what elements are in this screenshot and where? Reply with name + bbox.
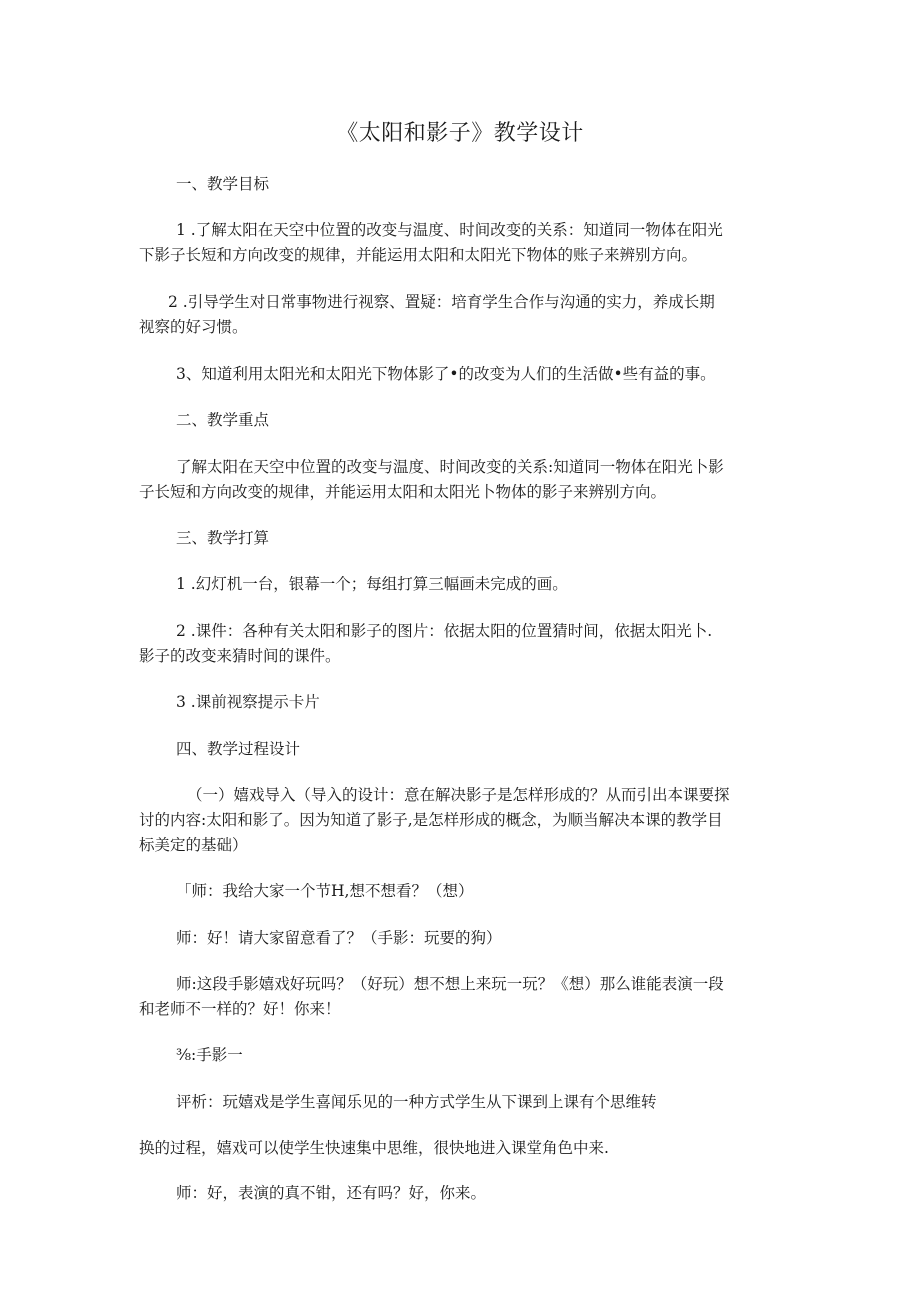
- commentary-line: 评析：玩嬉戏是学生喜闻乐见的一种方式学生从下课到上课有个思维转: [176, 1093, 657, 1111]
- paragraph-line: 3 .课前视察提示卡片: [176, 693, 320, 711]
- paragraph-line: 子长短和方向改变的规律，并能运用太阳和太阳光卜物体的影子来辨别方向。: [139, 483, 667, 501]
- dialogue-line: 师:这段手影嬉戏好玩吗？（好玩）想不想上来玩一玩？《想）那么谁能表演一段: [176, 975, 724, 993]
- dialogue-line: 师：好！请大家留意看了？（手影：玩要的狗）: [176, 929, 502, 947]
- paragraph-line: 影子的改变来猜时间的课件。: [139, 647, 341, 665]
- dialogue-line: 和老师不一样的？好！你来！: [139, 1000, 341, 1018]
- paragraph-line: 2 .引导学生对日常事物进行视察、置疑：培育学生合作与沟通的实力，养成长期: [168, 293, 715, 311]
- paragraph-line: 下影子长短和方向改变的规律，并能运用太阳和太阳光下物体的账子来辨别方向。: [139, 246, 698, 264]
- paragraph-line: 1 .幻灯机一台，银幕一个；每组打算三幅画未完成的画。: [176, 575, 568, 593]
- paragraph-line: 3、知道利用太阳光和太阳光下物体影了•的改变为人们的生活做•些有益的事。: [176, 365, 716, 383]
- section-heading-preparation: 三、教学打算: [176, 529, 270, 547]
- paragraph-line: 了解太阳在天空中位置的改变与温度、时间改变的关系:知道同一物体在阳光卜影: [176, 458, 724, 476]
- paragraph-line: 1 .了解太阳在天空中位置的改变与温度、时间改变的关系：知道同一物体在阳光: [176, 221, 723, 239]
- commentary-line: 换的过程，嬉戏可以使学生快速集中思维，很快地进入课堂角色中来.: [139, 1139, 609, 1157]
- paragraph-line: （一）嬉戏导入（导入的设计：意在解决影子是怎样形成的？从而引出本课要探: [187, 786, 730, 804]
- section-heading-key-points: 二、教学重点: [176, 411, 270, 429]
- dialogue-line: ⅜:手影一: [176, 1046, 243, 1064]
- document-title: 《太阳和影子》教学设计: [336, 121, 584, 146]
- dialogue-line: 师：好，表演的真不钳，还有吗？好，你来。: [176, 1184, 487, 1202]
- paragraph-line: 讨的内容:太阳和影了。因为知道了影子,是怎样形成的概念，为顺当解决本课的教学目: [139, 811, 723, 829]
- dialogue-line: 「师：我给大家一个节H,想不想看？（想）: [176, 882, 474, 900]
- paragraph-line: 视察的好习惯。: [139, 318, 248, 336]
- section-heading-objectives: 一、教学目标: [176, 175, 270, 193]
- paragraph-line: 2 .课件：各种有关太阳和影子的图片：依据太阳的位置猜时间，依据太阳光卜.: [176, 622, 713, 640]
- section-heading-process: 四、教学过程设计: [176, 740, 301, 758]
- paragraph-line: 标美定的基础）: [139, 836, 248, 854]
